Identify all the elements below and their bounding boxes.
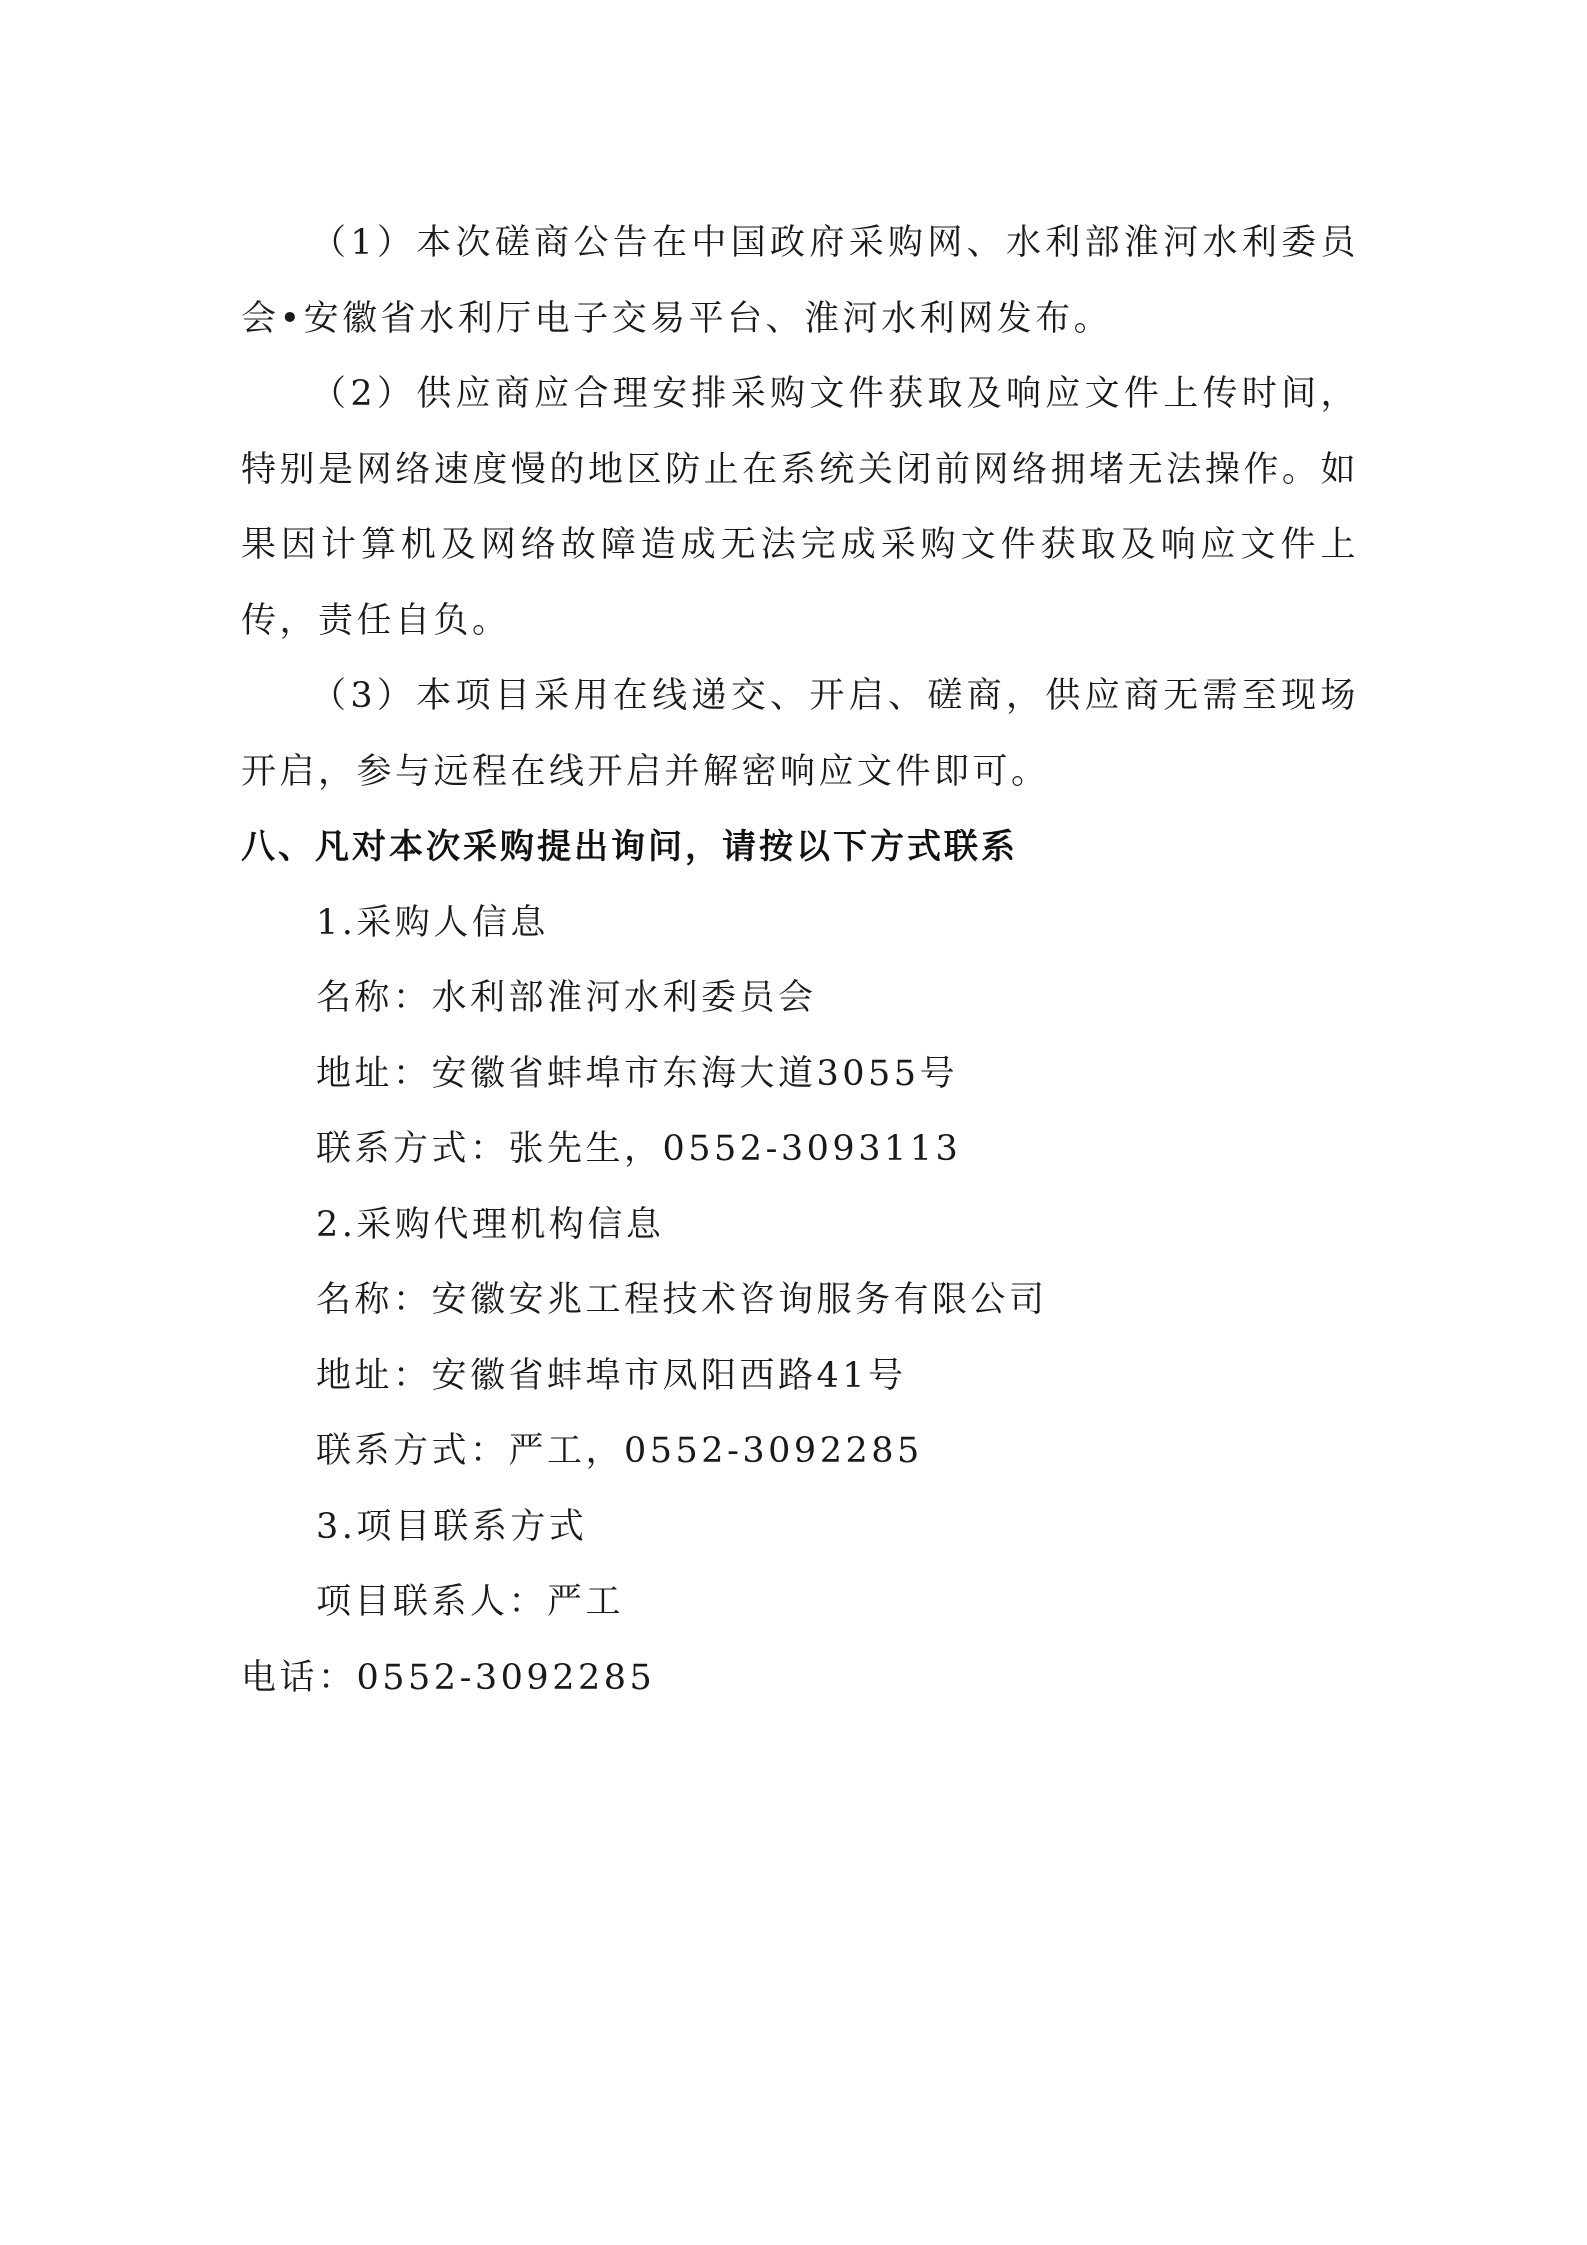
project-phone: 电话：0552-3092285 bbox=[241, 1657, 656, 1698]
section-heading: 八、凡对本次采购提出询问，请按以下方式联系 bbox=[241, 827, 1018, 867]
purchaser-address: 地址：安徽省蚌埠市东海大道3055号 bbox=[316, 1053, 959, 1094]
purchaser-name: 名称：水利部淮河水利委员会 bbox=[316, 978, 817, 1018]
agency-title: 2.采购代理机构信息 bbox=[316, 1204, 665, 1245]
notice-paragraph-2: （2）供应商应合理安排采购文件获取及响应文件上传时间，特别是网络速度慢的地区防止在系统关闭前网络拥堵无法操作。如果因计算机及网络故障造成无法完成采购文件获取及响应文件上传，责任自负。 bbox=[241, 374, 1359, 641]
purchaser-title: 1.采购人信息 bbox=[316, 902, 549, 943]
agency-name: 名称：安徽安兆工程技术咨询服务有限公司 bbox=[316, 1280, 1048, 1320]
agency-address: 地址：安徽省蚌埠市凤阳西路41号 bbox=[316, 1355, 907, 1396]
project-contact-person: 项目联系人：严工 bbox=[316, 1582, 625, 1622]
notice-paragraph-3: （3）本项目采用在线递交、开启、磋商，供应商无需至现场开启，参与远程在线开启并解密响应文件即可。 bbox=[241, 676, 1359, 792]
agency-contact: 联系方式：严工，0552-3092285 bbox=[316, 1431, 923, 1471]
project-title: 3.项目联系方式 bbox=[316, 1506, 588, 1547]
purchaser-contact: 联系方式：张先生，0552-3093113 bbox=[316, 1129, 962, 1169]
notice-paragraph-1: （1）本次磋商公告在中国政府采购网、水利部淮河水利委员会•安徽省水利厅电子交易平台、淮河水利网发布。 bbox=[241, 223, 1359, 339]
document-body bbox=[241, 206, 1359, 1716]
